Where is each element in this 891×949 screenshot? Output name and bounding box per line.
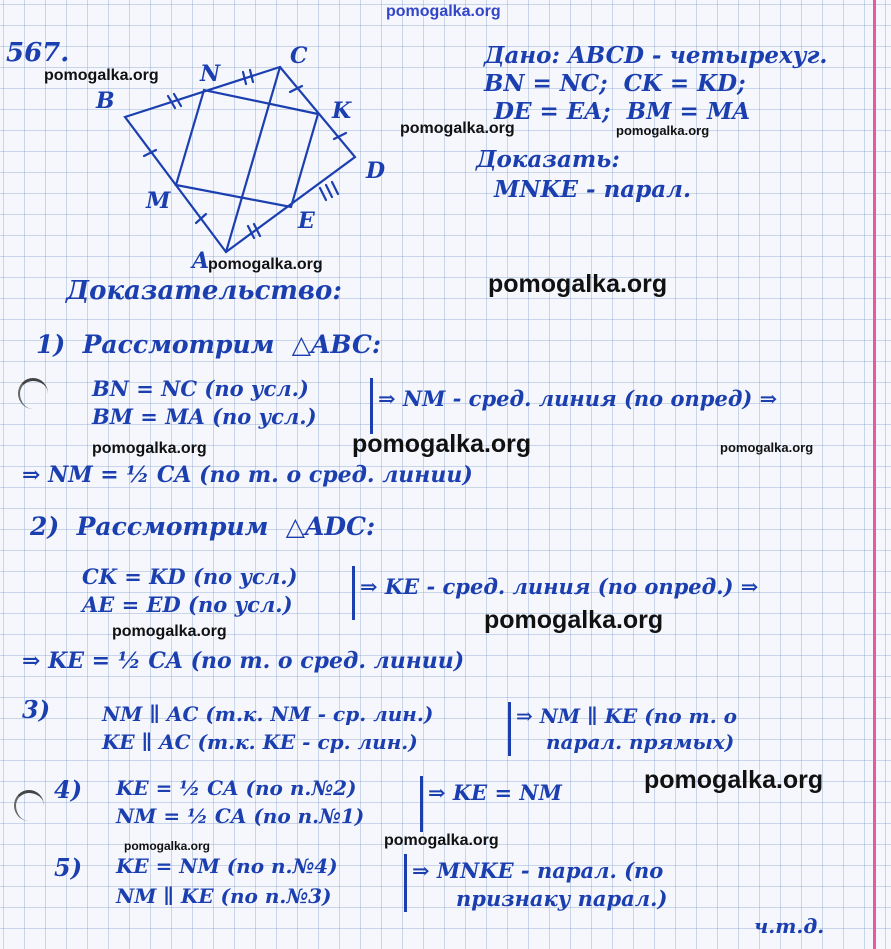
vertex-label-n: N (200, 61, 221, 87)
step5-conclusion-2: признаку парал.) (456, 886, 668, 911)
step2-result: ⇒ KE = ½ CA (по т. о сред. линии) (22, 648, 465, 674)
step1-conclusion: ⇒ NM - сред. линия (по опред) ⇒ (378, 386, 778, 411)
proof-title: Доказательство: (66, 276, 342, 306)
step3-fact-b: KE ∥ AC (т.к. KE - ср. лин.) (102, 730, 418, 754)
step2-brace (352, 566, 355, 620)
watermark: pomogalka.org (616, 123, 710, 138)
step2-given-b: AE = ED (по усл.) (82, 592, 293, 617)
step3-conclusion-1: ⇒ NM ∥ KE (по т. о (516, 704, 737, 728)
watermark: pomogalka.org (644, 766, 824, 794)
step1-heading: 1) Рассмотрим △ABC: (36, 330, 382, 359)
vertex-label-k: K (332, 98, 352, 124)
step2-conclusion: ⇒ KE - сред. линия (по опред.) ⇒ (360, 574, 759, 599)
step3-brace (508, 702, 511, 756)
vertex-label-e: E (298, 208, 315, 234)
to-prove-line-2: MNKE - парал. (494, 176, 692, 203)
given-line-3: DE = EA; BM = MA (494, 98, 751, 125)
quadrilateral-mnke (176, 90, 318, 207)
step3-fact-a: NM ∥ AC (т.к. NM - ср. лин.) (102, 702, 434, 726)
step2-heading: 2) Рассмотрим △ADC: (30, 512, 376, 541)
step4-fact-a: KE = ½ CA (по п.№2) (116, 776, 357, 800)
quadrilateral-diagram (0, 0, 400, 274)
quadrilateral-abcd (125, 67, 355, 252)
margin-line (873, 0, 876, 949)
watermark: pomogalka.org (400, 120, 515, 137)
step1-brace (370, 378, 373, 434)
step1-result: ⇒ NM = ½ CA (по т. о сред. линии) (22, 462, 473, 488)
watermark: pomogalka.org (44, 67, 159, 84)
step2-given-a: CK = KD (по усл.) (82, 564, 298, 589)
vertex-label-c: C (290, 43, 308, 69)
given-line-2: BN = NC; CK = KD; (484, 70, 746, 97)
step1-given-b: BM = MA (по усл.) (92, 404, 317, 429)
step3-number: 3) (22, 695, 51, 724)
step1-given-a: BN = NC (по усл.) (92, 376, 309, 401)
watermark: pomogalka.org (352, 430, 532, 458)
to-prove-line-1: Доказать: (476, 146, 620, 173)
ring-hole-top (18, 378, 48, 409)
ring-hole-bottom (14, 790, 44, 821)
step4-number: 4) (54, 775, 83, 804)
step4-conclusion: ⇒ KE = NM (428, 780, 562, 805)
problem-number: 567. (6, 38, 70, 68)
watermark-top: pomogalka.org (386, 3, 501, 20)
step3-conclusion-2: парал. прямых) (546, 730, 735, 754)
vertex-label-d: D (366, 158, 386, 184)
given-line-1: Дано: ABCD - четырехуг. (484, 42, 828, 69)
watermark: pomogalka.org (124, 839, 211, 853)
step5-number: 5) (54, 853, 83, 882)
qed-mark: ч.т.д. (754, 914, 825, 938)
watermark: pomogalka.org (488, 270, 668, 298)
watermark: pomogalka.org (92, 440, 207, 457)
watermark: pomogalka.org (208, 256, 323, 273)
vertex-label-b: B (96, 88, 115, 114)
step4-brace (420, 776, 423, 832)
watermark: pomogalka.org (112, 623, 227, 640)
step5-fact-b: NM ∥ KE (по п.№3) (116, 884, 332, 908)
watermark: pomogalka.org (384, 832, 499, 849)
vertex-label-a: A (192, 248, 210, 274)
step5-conclusion-1: ⇒ MNKE - парал. (по (412, 858, 664, 883)
step5-brace (404, 854, 407, 912)
step5-fact-a: KE = NM (по п.№4) (116, 854, 338, 878)
vertex-label-m: M (146, 188, 171, 214)
watermark: pomogalka.org (484, 606, 664, 634)
watermark: pomogalka.org (720, 440, 814, 455)
step4-fact-b: NM = ½ CA (по п.№1) (116, 804, 365, 828)
